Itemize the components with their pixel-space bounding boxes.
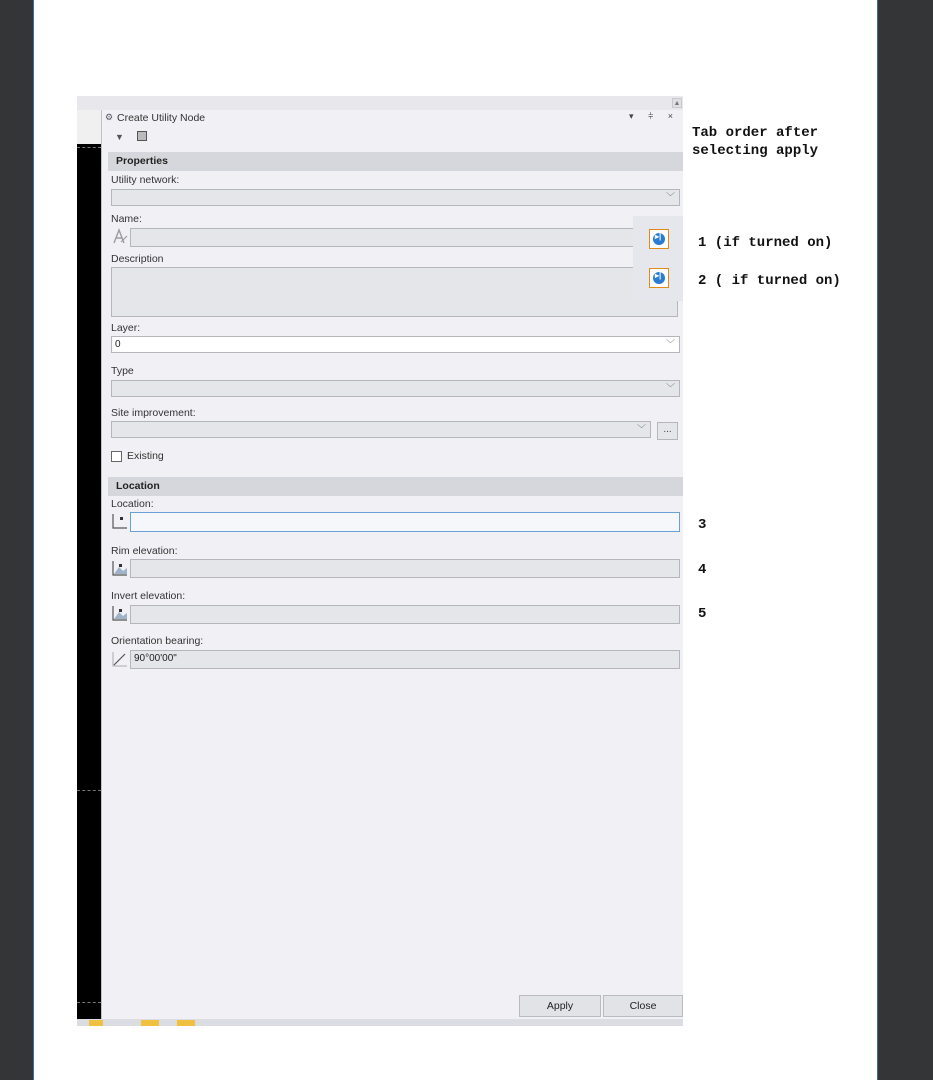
apply-button[interactable]: Apply	[519, 995, 601, 1017]
existing-label: Existing	[127, 450, 164, 462]
left-black-bar	[77, 144, 101, 1019]
top-strip	[77, 96, 683, 110]
create-utility-node-panel	[77, 96, 683, 1026]
location-label: Location:	[111, 498, 154, 510]
text-style-icon[interactable]	[111, 227, 129, 245]
lock-description-button[interactable]	[649, 268, 669, 288]
lock-toggle-icon: ▸|	[653, 233, 665, 245]
type-select[interactable]	[111, 380, 680, 397]
invert-elevation-field[interactable]	[130, 605, 680, 624]
description-label: Description	[111, 253, 164, 265]
type-label: Type	[111, 365, 134, 377]
screen-icon[interactable]	[137, 131, 147, 141]
scroll-up-button[interactable]: ▲	[673, 100, 681, 107]
annotation-tab-3: 3	[698, 517, 707, 533]
orientation-bearing-label: Orientation bearing:	[111, 635, 204, 647]
point-pick-icon[interactable]	[111, 512, 129, 530]
rim-elevation-field[interactable]	[130, 559, 680, 578]
utility-network-select[interactable]	[111, 189, 680, 206]
name-label: Name:	[111, 213, 142, 225]
section-location: Location	[108, 477, 683, 496]
rim-elevation-label: Rim elevation:	[111, 545, 178, 557]
annotation-title: Tab order after selecting apply	[692, 125, 819, 159]
taskbar-mark	[177, 1020, 195, 1026]
name-field[interactable]	[130, 228, 635, 247]
lock-name-button[interactable]	[649, 229, 669, 249]
panel-toolbar	[115, 132, 124, 142]
lock-toggle-icon: ▸|	[653, 272, 665, 284]
left-gutter	[77, 110, 101, 144]
chevron-down-icon: ﹀	[665, 192, 675, 202]
layer-value: 0	[115, 339, 121, 350]
invert-elevation-label: Invert elevation:	[111, 590, 186, 602]
dropdown-arrow-icon[interactable]: ▼	[115, 132, 124, 142]
annotation-tab-4: 4	[698, 562, 707, 578]
divider	[77, 147, 101, 148]
chevron-down-icon: ﹀	[636, 424, 646, 434]
elevation-pick-icon[interactable]	[111, 559, 129, 577]
section-properties: Properties	[108, 152, 683, 171]
lock-buttons-panel	[633, 216, 683, 301]
panel-title: Create Utility Node	[117, 112, 206, 124]
chevron-down-icon: ﹀	[665, 383, 675, 393]
divider	[77, 1002, 101, 1003]
close-button[interactable]: Close	[603, 995, 683, 1017]
bearing-pick-icon[interactable]	[111, 650, 129, 668]
taskbar-mark	[89, 1020, 103, 1026]
site-improvement-browse-button[interactable]: ...	[657, 422, 678, 440]
annotation-tab-1: 1 (if turned on)	[698, 235, 833, 251]
site-improvement-label: Site improvement:	[111, 407, 196, 419]
utility-node-icon: ⚙	[105, 112, 114, 122]
chevron-down-icon: ﹀	[665, 339, 675, 349]
annotation-tab-2: 2 ( if turned on)	[698, 273, 841, 289]
bottom-strip	[77, 1019, 683, 1026]
annotation-tab-5: 5	[698, 606, 707, 622]
layer-select[interactable]	[111, 336, 680, 353]
site-improvement-select[interactable]	[111, 421, 651, 438]
panel-title-bar	[105, 111, 683, 126]
layer-label: Layer:	[111, 322, 141, 334]
panel-border	[101, 110, 102, 1026]
window-buttons[interactable]: ▾ ⫩ ×	[629, 111, 679, 121]
divider	[77, 790, 101, 791]
existing-checkbox[interactable]	[111, 451, 122, 462]
taskbar-mark	[141, 1020, 159, 1026]
elevation-pick-icon[interactable]	[111, 604, 129, 622]
orientation-bearing-field[interactable]: 90°00'00"	[130, 650, 680, 669]
utility-network-label: Utility network:	[111, 174, 180, 186]
description-field[interactable]	[111, 267, 678, 317]
location-field[interactable]	[130, 512, 680, 532]
